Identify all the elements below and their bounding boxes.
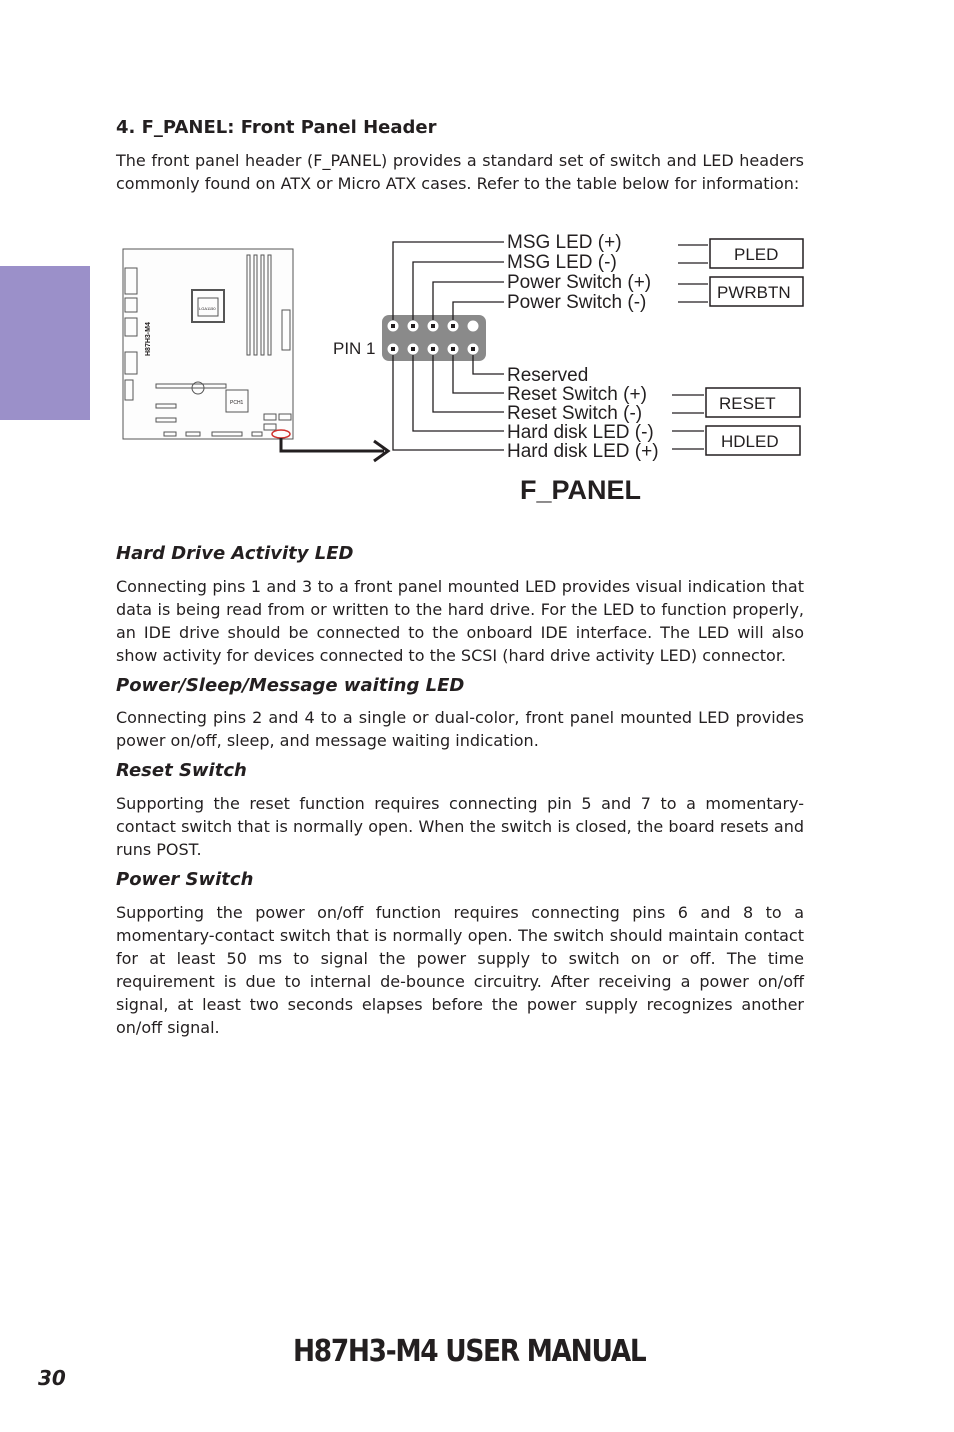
heading-reset-switch: Reset Switch [116, 760, 247, 781]
paragraph-power-switch: Supporting the power on/off function requires connecting pins 6 and 8 to a momentary-contact switch that is normally open. The switch should maintain contact for at least 50 ms to signal the power supply to switch on or off. The time requirement is due to internal de-bounce circuitry. After receiving a power on/off signal, at least two seconds elapses before the power supply recognizes another on/off signal. [116, 903, 804, 1037]
heading-power-sleep-led: Power/Sleep/Message waiting LED [116, 675, 465, 696]
intro-paragraph: The front panel header (F_PANEL) provides a standard set of switch and LED headers commonly found on ATX or Micro ATX cases. Refer to the table below for information: [116, 151, 804, 193]
pin-label-power-switch-plus: Power Switch (+) [507, 272, 652, 293]
pin1-label: PIN 1 [333, 339, 376, 358]
chapter-side-tab [0, 266, 90, 420]
pin-label-reset-switch-minus: Reset Switch (-) [507, 403, 643, 424]
section-title: 4. F_PANEL: Front Panel Header [116, 117, 437, 138]
paragraph-hard-drive-led: Connecting pins 1 and 3 to a front panel mounted LED provides visual indication that data is being read from or written to the hard drive. For the LED to function properly, an IDE drive should be connected to the onboard IDE interface. The LED will also show activity for devices connected to the SCSI (hard drive activity LED) connector. [116, 577, 804, 665]
heading-hard-drive-led: Hard Drive Activity LED [116, 543, 354, 564]
location-arrow [281, 438, 384, 451]
paragraph-reset-switch: Supporting the reset function requires connecting pin 5 and 7 to a momentary-contact switch that is normally open. When the switch is closed, the board resets and runs POST. [116, 794, 804, 859]
f-panel-diagram [116, 228, 806, 518]
manual-title: H87H3-M4 USER MANUAL [293, 1334, 646, 1369]
pin-label-power-switch-minus: Power Switch (-) [507, 292, 647, 313]
heading-power-switch: Power Switch [116, 869, 254, 890]
pin-label-hdd-led-plus: Hard disk LED (+) [507, 441, 659, 462]
diagram-title: F_PANEL [520, 475, 642, 505]
cpu-socket-label: LGA1150 [199, 306, 216, 311]
pin-label-msg-led-plus: MSG LED (+) [507, 232, 622, 253]
page-number: 30 [38, 1366, 66, 1390]
paragraph-power-sleep-led: Connecting pins 2 and 4 to a single or dual-color, front panel mounted LED provides power on/off, sleep, and message waiting indication. [116, 708, 804, 750]
group-reset: RESET [719, 394, 776, 413]
pin-label-hdd-led-minus: Hard disk LED (-) [507, 422, 654, 443]
pch-label: PCH1 [230, 400, 244, 406]
pin-header [382, 315, 486, 361]
group-hdled: HDLED [721, 432, 779, 451]
group-pwrbtn: PWRBTN [717, 283, 791, 302]
board-model-label: H87H3-M4 [145, 322, 152, 356]
pin-label-reserved: Reserved [507, 365, 589, 386]
pin-label-msg-led-minus: MSG LED (-) [507, 252, 617, 273]
pin-label-reset-switch-plus: Reset Switch (+) [507, 384, 647, 405]
group-pled: PLED [734, 245, 779, 264]
